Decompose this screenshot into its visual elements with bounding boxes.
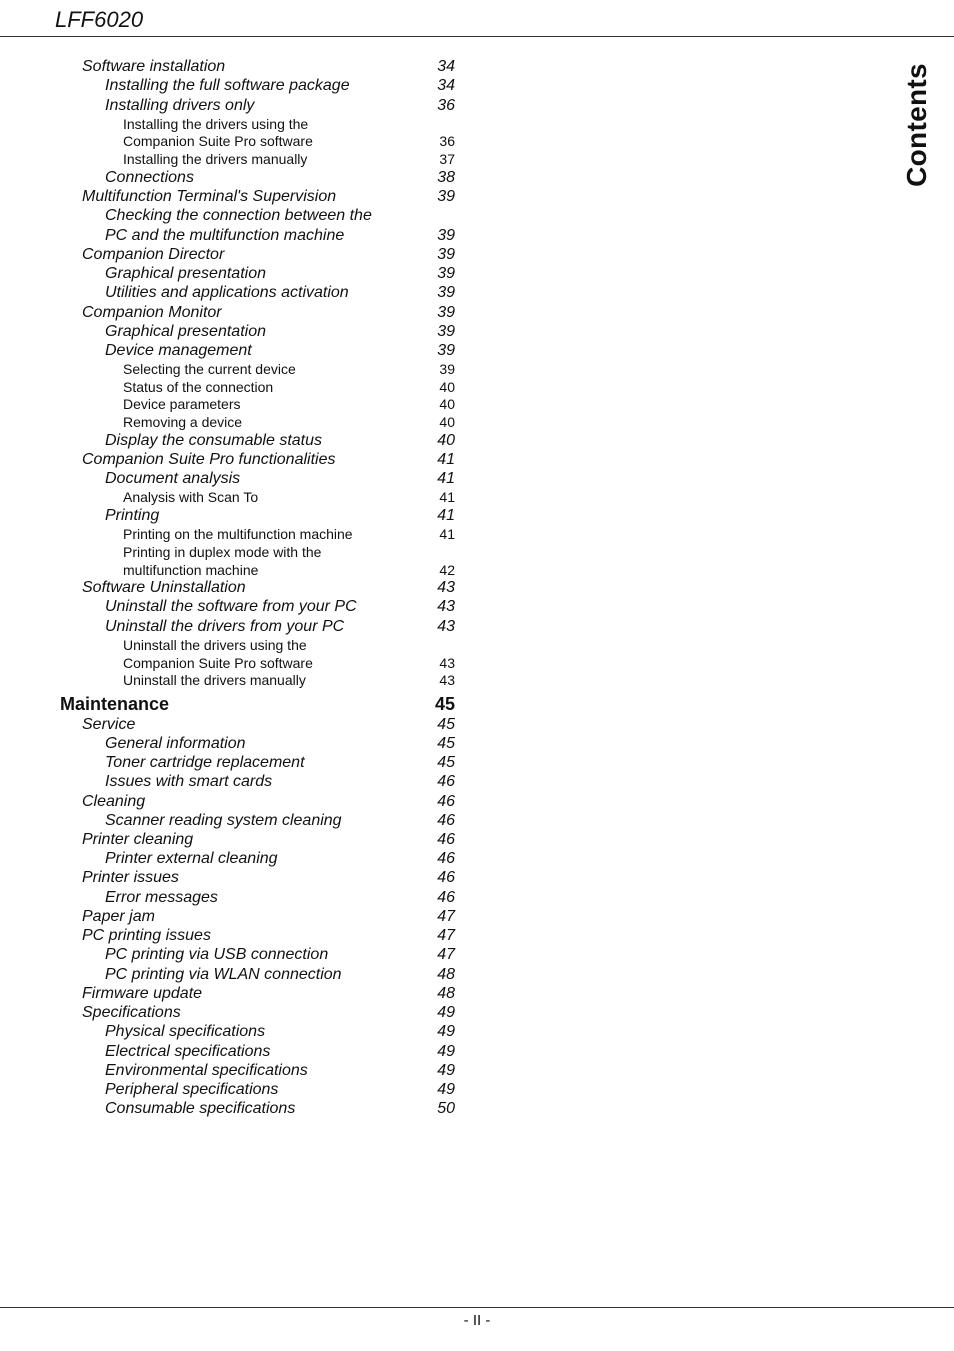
toc-entry (105, 168, 455, 187)
toc-entry-title: Printing in duplex mode with the (123, 544, 322, 560)
toc-entry-title: Display the consumable status (105, 432, 322, 449)
toc-entry (82, 303, 455, 322)
toc-entry-page: 39 (437, 284, 455, 301)
toc-entry-page: 37 (439, 151, 455, 167)
toc-entry (105, 753, 455, 772)
toc-entry-title: Utilities and applications activation (105, 284, 349, 301)
toc-entry-page: 42 (439, 562, 455, 578)
toc-entry-page: 40 (439, 414, 455, 430)
toc-entry-title: Device management (105, 342, 252, 359)
toc-entry (105, 1022, 455, 1041)
toc-entry (105, 965, 455, 984)
toc-entry-page: 36 (437, 97, 455, 114)
toc-entry-title: Companion Monitor (82, 304, 222, 321)
toc-entry-page: 39 (437, 342, 455, 359)
toc-entry (105, 76, 455, 95)
toc-entry (82, 907, 455, 926)
toc-entry-title: Specifications (82, 1004, 181, 1021)
toc-entry-title: Status of the connection (123, 379, 274, 395)
toc-entry-title: Issues with smart cards (105, 773, 273, 790)
toc-entry (105, 322, 455, 341)
toc-entry-page: 40 (437, 432, 455, 449)
toc-entry (82, 715, 455, 734)
toc-entry-page: 49 (437, 1004, 455, 1021)
toc-entry-page: 50 (437, 1100, 455, 1117)
toc-entry-title: Electrical specifications (105, 1043, 271, 1060)
toc-entry (123, 133, 455, 152)
toc-entry (105, 1061, 455, 1080)
toc-entry-title: Environmental specifications (105, 1062, 308, 1079)
toc-entry-page: 47 (437, 908, 455, 925)
section-tab (895, 60, 939, 190)
toc-entry-page: 49 (437, 1081, 455, 1098)
toc-entry-title: Checking the connection between the (105, 207, 372, 224)
toc-entry (123, 637, 455, 656)
toc-entry-title: Installing the full software package (105, 77, 350, 94)
toc-entry-title: Companion Director (82, 246, 225, 263)
toc-entry-title: Companion Suite Pro software (123, 655, 313, 671)
toc-entry-page: 46 (437, 793, 455, 810)
toc-entry-title: multifunction machine (123, 562, 259, 578)
toc-entry-title: Maintenance (60, 694, 170, 714)
toc-entry-page: 34 (437, 77, 455, 94)
toc-entry (105, 431, 455, 450)
toc-entry-title: Firmware update (82, 985, 203, 1002)
toc-entry (105, 849, 455, 868)
toc-entry-title: Paper jam (82, 908, 155, 925)
toc-entry-title: Error messages (105, 889, 218, 906)
toc-entry-title: Connections (105, 169, 194, 186)
section-tab-label: Contents (901, 63, 932, 187)
toc-entry (105, 734, 455, 753)
toc-entry (105, 1042, 455, 1061)
toc-entry-page: 41 (437, 507, 455, 524)
toc-entry-page: 43 (439, 655, 455, 671)
footer-rule (0, 1307, 954, 1308)
toc-entry-page: 45 (434, 694, 455, 714)
toc-entry-page: 49 (437, 1043, 455, 1060)
toc-entry-page: 45 (437, 716, 455, 733)
toc-entry-page: 43 (439, 672, 455, 688)
toc-entry-page: 45 (437, 735, 455, 752)
toc-entry-page: 47 (437, 946, 455, 963)
toc-entry-title: Document analysis (105, 470, 241, 487)
toc-entry (105, 597, 455, 616)
toc-entry-page: 46 (437, 831, 455, 848)
toc-entry-title: Cleaning (82, 793, 146, 810)
toc-entry-title: Software Uninstallation (82, 579, 246, 596)
toc-entry-title: Scanner reading system cleaning (105, 812, 342, 829)
toc-entry (123, 672, 455, 691)
toc-entry-page: 43 (437, 579, 455, 596)
toc-entry-page: 46 (437, 773, 455, 790)
toc-entry-page: 41 (437, 451, 455, 468)
toc-entry-title: Device parameters (123, 396, 241, 412)
toc-entry-title: Uninstall the software from your PC (105, 598, 357, 615)
toc-entry-title: Companion Suite Pro software (123, 133, 313, 149)
toc-entry-title: Installing the drivers using the (123, 116, 309, 132)
toc-entry-title: Selecting the current device (123, 361, 296, 377)
toc-entry (105, 772, 455, 791)
toc-entry (105, 206, 455, 225)
toc-entry-page: 45 (437, 754, 455, 771)
toc-entry (82, 830, 455, 849)
toc-entry (105, 506, 455, 525)
toc-entry-title: Printer cleaning (82, 831, 194, 848)
toc-entry-title: PC printing issues (82, 927, 211, 944)
toc-entry (123, 526, 455, 545)
toc-entry-title: Uninstall the drivers from your PC (105, 618, 345, 635)
toc-entry (105, 1099, 455, 1118)
toc-entry (105, 617, 455, 636)
toc-entry (82, 984, 455, 1003)
table-of-contents (0, 0, 470, 1300)
toc-entry-page: 34 (437, 58, 455, 75)
toc-entry-page: 46 (437, 889, 455, 906)
toc-entry-page: 49 (437, 1062, 455, 1079)
toc-entry-page: 38 (437, 169, 455, 186)
toc-entry-title: Companion Suite Pro functionalities (82, 451, 336, 468)
toc-entry-page: 46 (437, 850, 455, 867)
toc-entry-title: Uninstall the drivers using the (123, 637, 307, 653)
toc-entry-title: Physical specifications (105, 1023, 266, 1040)
toc-entry (82, 57, 455, 76)
toc-entry (82, 1003, 455, 1022)
toc-entry-title: Analysis with Scan To (123, 489, 259, 505)
toc-entry (82, 245, 455, 264)
toc-entry-title: Removing a device (123, 414, 243, 430)
toc-entry (123, 396, 455, 415)
toc-entry-page: 46 (437, 812, 455, 829)
toc-entry (105, 341, 455, 360)
toc-entry-title: Installing the drivers manually (123, 151, 308, 167)
toc-entry (82, 578, 455, 597)
toc-entry-title: Toner cartridge replacement (105, 754, 305, 771)
toc-entry-page: 40 (439, 396, 455, 412)
toc-entry (82, 792, 455, 811)
toc-entry-title: Multifunction Terminal's Supervision (82, 188, 337, 205)
toc-entry-title: Peripheral specifications (105, 1081, 279, 1098)
toc-entry (105, 945, 455, 964)
toc-entry-title: General information (105, 735, 246, 752)
toc-entry-title: Printing on the multifunction machine (123, 526, 353, 542)
toc-entry (123, 544, 455, 563)
toc-entry-page: 39 (437, 304, 455, 321)
toc-entry-title: Consumable specifications (105, 1100, 296, 1117)
toc-entry-page: 48 (437, 985, 455, 1002)
toc-entry (105, 888, 455, 907)
toc-entry-title: Installing drivers only (105, 97, 255, 114)
toc-entry (123, 361, 455, 380)
toc-entry-title: PC printing via WLAN connection (105, 966, 342, 983)
toc-entry-page: 40 (439, 379, 455, 395)
toc-entry-page: 39 (437, 227, 455, 244)
toc-entry (105, 226, 455, 245)
toc-entry (105, 1080, 455, 1099)
toc-entry (105, 283, 455, 302)
toc-entry (82, 187, 455, 206)
toc-entry-page: 41 (439, 489, 455, 505)
document-title: LFF6020 (55, 7, 144, 32)
toc-entry-title: Graphical presentation (105, 323, 266, 340)
toc-entry-title: Service (82, 716, 136, 733)
toc-entry (105, 469, 455, 488)
toc-entry-title: Printer issues (82, 869, 179, 886)
toc-entry-page: 48 (437, 966, 455, 983)
toc-entry (82, 926, 455, 945)
toc-entry-title: Uninstall the drivers manually (123, 672, 306, 688)
toc-entry (105, 264, 455, 283)
toc-entry-page: 41 (439, 526, 455, 542)
toc-entry-title: Printing (105, 507, 160, 524)
toc-entry-title: Printer external cleaning (105, 850, 278, 867)
toc-entry-page: 39 (437, 188, 455, 205)
toc-entry (82, 450, 455, 469)
toc-entry-title: Software installation (82, 58, 226, 75)
page-number: - II - (463, 1312, 491, 1329)
toc-entry-page: 39 (437, 246, 455, 263)
toc-entry-page: 47 (437, 927, 455, 944)
toc-entry-page: 49 (437, 1023, 455, 1040)
toc-entry (82, 868, 455, 887)
toc-entry-page: 39 (437, 265, 455, 282)
toc-entry-page: 39 (439, 361, 455, 377)
toc-entry-title: PC printing via USB connection (105, 946, 329, 963)
toc-entry-page: 43 (437, 598, 455, 615)
toc-entry-page: 41 (437, 470, 455, 487)
toc-entry-page: 36 (439, 133, 455, 149)
toc-entry (105, 96, 455, 115)
toc-entry-page: 43 (437, 618, 455, 635)
toc-entry-page: 39 (437, 323, 455, 340)
toc-entry-title: PC and the multifunction machine (105, 227, 345, 244)
toc-entry-title: Graphical presentation (105, 265, 266, 282)
toc-chapter (60, 693, 455, 712)
toc-entry-page: 46 (437, 869, 455, 886)
toc-entry (105, 811, 455, 830)
